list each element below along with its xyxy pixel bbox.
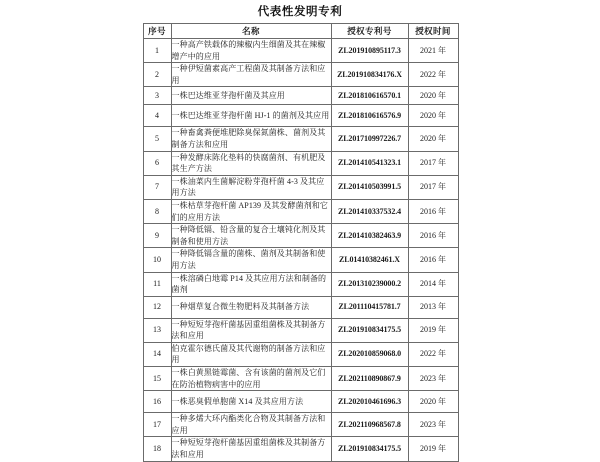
cell-patent-number: ZL201410541323.1	[331, 151, 408, 175]
page-title: 代表性发明专利	[257, 6, 343, 18]
cell-grant-time: 2014 年	[408, 272, 458, 296]
cell-patent-number: ZL201810616576.9	[331, 105, 408, 127]
cell-patent-number: ZL201410337532.4	[331, 199, 408, 223]
cell-index: 12	[143, 296, 171, 318]
cell-patent-name: 一株枯草芽孢杆菌 AP139 及其发酵菌剂和它们的应用方法	[171, 199, 331, 223]
cell-index: 18	[143, 437, 171, 461]
cell-grant-time: 2013 年	[408, 296, 458, 318]
cell-patent-name: 一株巴达维亚芽孢杆菌 HJ-1 的菌剂及其应用	[171, 105, 331, 127]
table-row	[143, 151, 458, 175]
cell-patent-number: ZL201910895117.3	[331, 39, 408, 63]
cell-index: 10	[143, 248, 171, 272]
cell-grant-time: 2016 年	[408, 224, 458, 248]
table-header-row	[143, 24, 458, 39]
table-row	[143, 296, 458, 318]
table-row	[143, 87, 458, 105]
cell-patent-number: ZL01410382461.X	[331, 248, 408, 272]
cell-patent-number: ZL202110890867.9	[331, 367, 408, 391]
patent-table-container	[142, 23, 459, 462]
cell-patent-name: 一种烟草复合微生物肥料及其制备方法	[171, 296, 331, 318]
table-row	[143, 318, 458, 342]
table-row	[143, 105, 458, 127]
cell-patent-name: 伯克霍尔德氏菌及其代谢物的制备方法和应用	[171, 342, 331, 366]
cell-grant-time: 2020 年	[408, 105, 458, 127]
cell-patent-number: ZL201910834175.5	[331, 437, 408, 461]
cell-patent-number: ZL201910834176.X	[331, 63, 408, 87]
table-row	[143, 175, 458, 199]
cell-patent-name: 一株溶磷白地霉 P14 及其应用方法和制备的菌剂	[171, 272, 331, 296]
table-row	[143, 272, 458, 296]
table-row	[143, 413, 458, 437]
cell-index: 11	[143, 272, 171, 296]
cell-patent-name: 一株巴达维亚芽孢杆菌及其应用	[171, 87, 331, 105]
cell-patent-name: 一种多烯大环内酯类化合物及其制备方法和应用	[171, 413, 331, 437]
cell-patent-name: 一种畜禽粪便堆肥除臭保氮菌株、菌剂及其制备方法和应用	[171, 127, 331, 151]
cell-grant-time: 2020 年	[408, 127, 458, 151]
table-row	[143, 367, 458, 391]
cell-index: 17	[143, 413, 171, 437]
cell-index: 4	[143, 105, 171, 127]
cell-patent-name: 一种伊短菌素高产工程菌及其制备方法和应用	[171, 63, 331, 87]
cell-patent-name: 一株白黄黑链霉菌、含有该菌的菌剂及它们在防治植物病害中的应用	[171, 367, 331, 391]
column-header-index: 序号	[143, 24, 171, 39]
cell-patent-number: ZL201910834175.5	[331, 318, 408, 342]
cell-patent-name: 一种短短芽孢杆菌基因重组菌株及其制备方法和应用	[171, 318, 331, 342]
table-row	[143, 224, 458, 248]
cell-patent-number: ZL201410382463.9	[331, 224, 408, 248]
cell-patent-name: 一种高产铁载体的辣椒内生细菌及其在辣椒增产中的应用	[171, 39, 331, 63]
cell-grant-time: 2017 年	[408, 175, 458, 199]
cell-index: 1	[143, 39, 171, 63]
cell-patent-name: 一种降低镉含量的菌株、菌剂及其制备和使用方法	[171, 248, 331, 272]
cell-grant-time: 2016 年	[408, 248, 458, 272]
cell-grant-time: 2023 年	[408, 413, 458, 437]
cell-index: 2	[143, 63, 171, 87]
table-row	[143, 39, 458, 63]
representative-patents-table	[143, 23, 459, 462]
cell-index: 13	[143, 318, 171, 342]
cell-index: 9	[143, 224, 171, 248]
cell-index: 7	[143, 175, 171, 199]
column-header-name: 名称	[171, 24, 331, 39]
cell-patent-name: 一种降低镉、铅含量的复合土壤钝化剂及其制备和使用方法	[171, 224, 331, 248]
cell-grant-time: 2023 年	[408, 367, 458, 391]
table-row	[143, 199, 458, 223]
cell-patent-name: 一株恶臭假单胞菌 X14 及其应用方法	[171, 391, 331, 413]
cell-grant-time: 2019 年	[408, 437, 458, 461]
table-row	[143, 63, 458, 87]
table-row	[143, 127, 458, 151]
table-row	[143, 437, 458, 461]
cell-patent-name: 一株油菜内生菌解淀粉芽孢杆菌 4-3 及其应用方法	[171, 175, 331, 199]
table-row	[143, 342, 458, 366]
cell-patent-number: ZL201310239000.2	[331, 272, 408, 296]
column-header-patent-no: 授权专利号	[331, 24, 408, 39]
table-row	[143, 248, 458, 272]
cell-patent-name: 一种短短芽孢杆菌基因重组菌株及其制备方法和应用	[171, 437, 331, 461]
cell-patent-number: ZL201810616570.1	[331, 87, 408, 105]
cell-patent-number: ZL202010461696.3	[331, 391, 408, 413]
cell-patent-number: ZL202110968567.8	[331, 413, 408, 437]
cell-grant-time: 2020 年	[408, 391, 458, 413]
cell-patent-number: ZL201110415781.7	[331, 296, 408, 318]
cell-grant-time: 2017 年	[408, 151, 458, 175]
table-row	[143, 391, 458, 413]
cell-patent-number: ZL201710997226.7	[331, 127, 408, 151]
cell-grant-time: 2020 年	[408, 87, 458, 105]
cell-grant-time: 2022 年	[408, 63, 458, 87]
cell-index: 6	[143, 151, 171, 175]
cell-patent-number: ZL202010859068.0	[331, 342, 408, 366]
cell-index: 3	[143, 87, 171, 105]
cell-grant-time: 2022 年	[408, 342, 458, 366]
cell-index: 16	[143, 391, 171, 413]
table-header	[143, 24, 458, 39]
cell-index: 14	[143, 342, 171, 366]
cell-grant-time: 2016 年	[408, 199, 458, 223]
cell-patent-name: 一种发酵床陈化垫料的快腐菌剂、有机肥及其生产方法	[171, 151, 331, 175]
cell-grant-time: 2021 年	[408, 39, 458, 63]
cell-patent-number: ZL201410503991.5	[331, 175, 408, 199]
cell-index: 15	[143, 367, 171, 391]
cell-index: 5	[143, 127, 171, 151]
column-header-grant-time: 授权时间	[408, 24, 458, 39]
cell-index: 8	[143, 199, 171, 223]
cell-grant-time: 2019 年	[408, 318, 458, 342]
table-body	[143, 39, 458, 462]
